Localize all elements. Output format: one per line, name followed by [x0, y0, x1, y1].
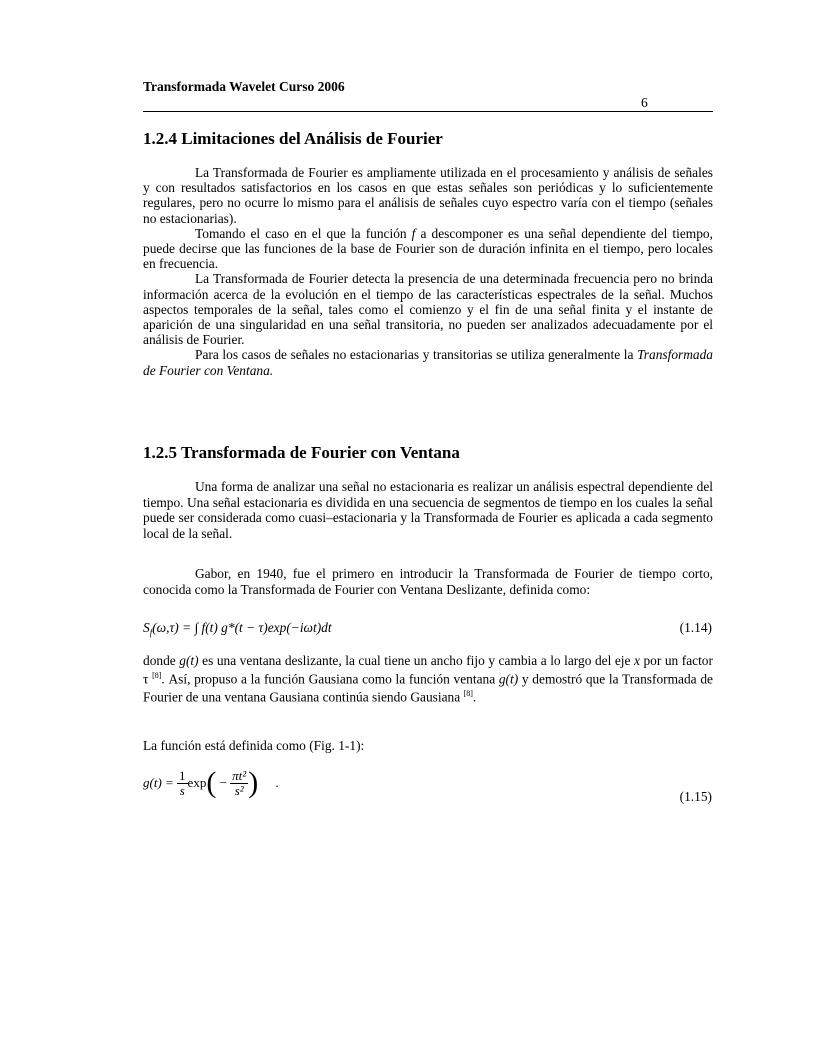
text: por un factor τ — [143, 653, 713, 687]
text: . Así, propuso a la función Gausiana como la función ventana — [161, 671, 496, 687]
variable: g(t) — [179, 653, 199, 668]
period: . — [275, 775, 279, 790]
section-heading-1-2-5: 1.2.5 Transformada de Fourier con Ventana — [143, 443, 460, 462]
text: Tomando el caso en el que la función — [195, 225, 407, 241]
paragraph: La Transformada de Fourier detecta la presencia de una determinada frecuencia pero no brinda información acerca de la evolución en el tiempo de las características espectrales de la señal. Muchos aspectos temporales de la señal, tales como el comienzo y el fin de una señal finita y el instante de aparición de una singularidad en una señal transitoria, no pueden ser analizados adecuadamente por el análisis de Fourier. — [143, 271, 713, 348]
section-1-2-5-para3 — [143, 653, 713, 705]
paragraph: Gabor, en 1940, fue el primero en introducir la Transformada de Fourier de tiempo corto, conocida como la Transformada de Fourier con Ventana Deslizante, definida como: — [143, 566, 713, 597]
running-header: Transformada Wavelet Curso 2006 — [143, 79, 345, 94]
text: es una ventana deslizante, la cual tiene un ancho fijo y cambia a lo largo del eje — [202, 653, 631, 668]
variable-f: f — [411, 225, 416, 241]
section-1-2-5-para1 — [143, 479, 713, 541]
text: . — [472, 689, 477, 705]
paragraph — [143, 226, 713, 272]
text: donde — [143, 653, 176, 668]
exp: exp — [187, 775, 207, 790]
citation: [8] — [152, 671, 162, 680]
fraction — [177, 769, 188, 798]
fraction — [230, 769, 248, 798]
paragraph: Una forma de analizar una señal no estacionaria es realizar un análisis espectral dependiente del tiempo. Una señal estacionaria es dividida en una secuencia de segmentos de tiempo en los cuales la señal puede ser considerada como cuasi–estacionaria y la Transformada de Fourier es aplicada a cada segmento local de la señal. — [143, 479, 713, 541]
section-1-2-4-body — [143, 165, 713, 378]
header-rule — [143, 111, 713, 112]
numerator: πt² — [232, 767, 247, 783]
text: a descomponer es una señal dependiente del tiempo, puede decirse que las funciones de la base de Fourier son de duración infinita en el tiempo, pero locales en frecuencia. — [143, 225, 713, 272]
variable: g(t) — [498, 671, 519, 687]
denominator: s — [179, 782, 185, 798]
equation-number-1-14: (1.14) — [679, 620, 712, 635]
eq-lhs: g(t) = — [143, 775, 174, 790]
eq-body: (ω,τ) = ∫ f(t) g*(t − τ)exp(−iωt)dt — [152, 620, 332, 635]
equation-number-1-15: (1.15) — [679, 789, 712, 804]
section-1-2-5-para4: La función está definida como (Fig. 1-1): — [143, 738, 365, 753]
minus: − — [219, 775, 227, 790]
section-1-2-5-para2 — [143, 566, 713, 597]
paragraph — [143, 653, 713, 705]
paren: ) — [248, 766, 259, 799]
section-heading-1-2-4: 1.2.4 Limitaciones del Análisis de Fourier — [143, 129, 443, 148]
variable: x — [633, 653, 640, 668]
equation-1-15 — [143, 766, 279, 800]
numerator: 1 — [179, 767, 186, 783]
eq-subscript: f — [149, 627, 153, 638]
text: Para los casos de señales no estacionarias y transitorias se utiliza generalmente la — [195, 347, 634, 363]
paren: ( — [206, 766, 217, 799]
eq-lhs: S — [143, 620, 150, 635]
equation-1-14 — [143, 620, 332, 638]
page-number: 6 — [641, 95, 648, 110]
denominator: s² — [234, 782, 244, 798]
text: y demostró que la Transformada de Fourier de una ventana Gausiana continúa siendo Gausiana — [143, 671, 713, 705]
paragraph — [143, 347, 713, 377]
citation: [8] — [463, 689, 473, 699]
paragraph: La Transformada de Fourier es ampliamente utilizada en el procesamiento y análisis de señales y con resultados satisfactorios en los casos en que estas señales son periódicas y lo suficientemente regulares, pero no ocurre lo mismo para el análisis de señales cuyo espectro varía con el tiempo (señales no estacionarias). — [143, 165, 713, 226]
italic-term: Transformada de Fourier con Ventana. — [143, 347, 713, 378]
